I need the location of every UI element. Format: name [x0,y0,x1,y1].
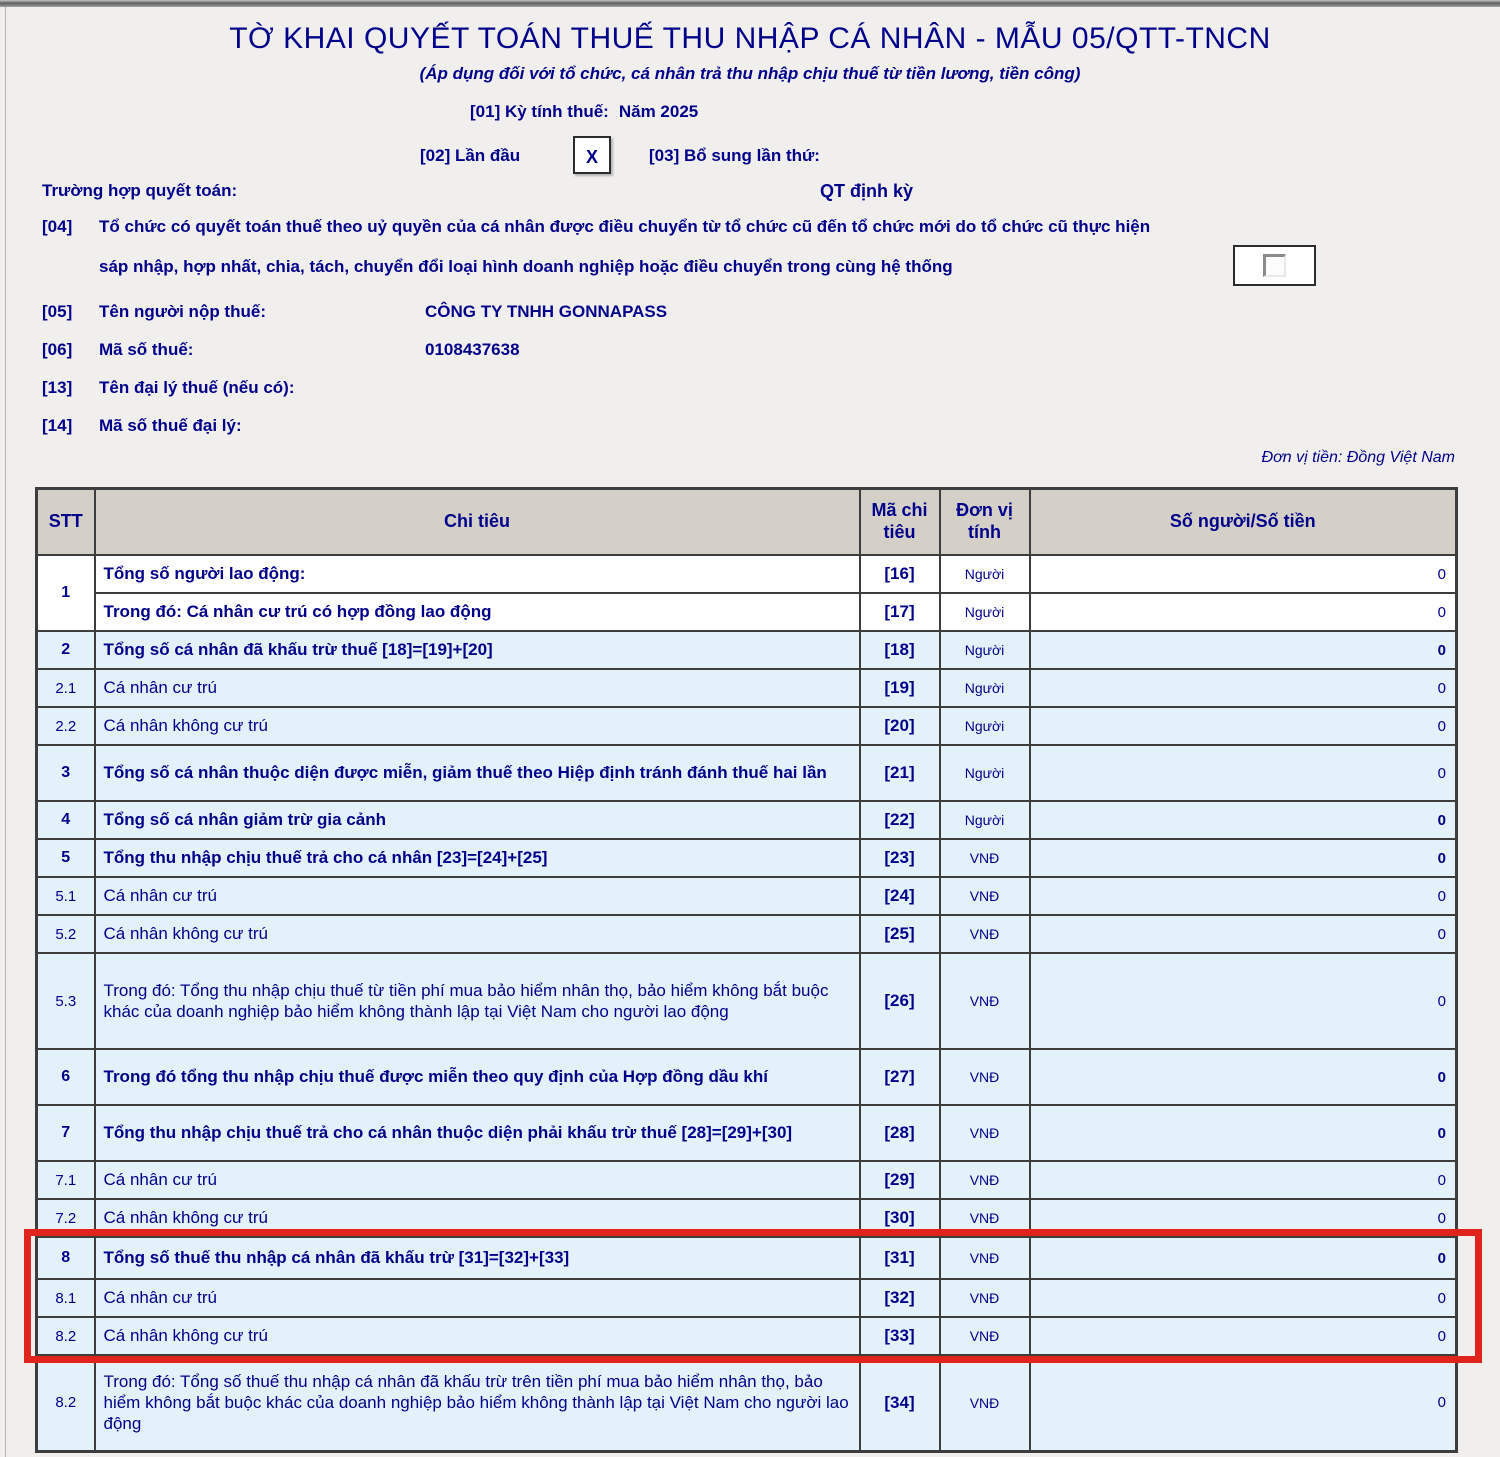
tax-period-value: Năm 2025 [618,102,699,121]
code-cell: [32] [860,1279,940,1317]
stt-cell: 5.1 [37,877,95,915]
table-header-row [37,489,1457,556]
code-cell: [25] [860,915,940,953]
amount-cell[interactable]: 0 [1030,1237,1457,1279]
table-row [37,839,1457,877]
field-code: [13] [42,378,73,397]
code-cell: [29] [860,1161,940,1199]
criteria-table [35,487,1458,1453]
window-top-edge [0,0,1500,7]
field-code: [05] [42,302,73,321]
field-label: Tên đại lý thuế (nếu có): [99,378,295,397]
unit-cell: VNĐ [940,953,1030,1049]
amount-cell[interactable]: 0 [1030,707,1457,745]
unit-cell: Người [940,745,1030,801]
code-cell: [30] [860,1199,940,1237]
unit-cell: Người [940,593,1030,631]
taxpayer-name-line [42,302,1452,322]
unit-cell: Người [940,801,1030,839]
table-row [37,1355,1457,1451]
code-cell: [21] [860,745,940,801]
criteria-cell: Tổng số thuế thu nhập cá nhân đã khấu trừ [31]=[32]+[33] [95,1237,860,1279]
criteria-cell: Cá nhân cư trú [95,1161,860,1199]
table-row [37,1199,1457,1237]
table-row [37,1049,1457,1105]
window-left-edge [5,7,6,1457]
table-row [37,1105,1457,1161]
amount-cell[interactable]: 0 [1030,1105,1457,1161]
amount-cell[interactable]: 0 [1030,669,1457,707]
stt-cell: 2.2 [37,707,95,745]
unit-cell: VNĐ [940,1105,1030,1161]
code-cell: [19] [860,669,940,707]
col-header-code: Mã chi tiêu [860,489,940,556]
code-cell: [23] [860,839,940,877]
code-cell: [24] [860,877,940,915]
stt-cell: 5.2 [37,915,95,953]
criteria-cell: Tổng số cá nhân giảm trừ gia cảnh [95,801,860,839]
code-cell: [27] [860,1049,940,1105]
code-cell: [20] [860,707,940,745]
tax-id-value[interactable]: 0108437638 [425,340,520,359]
item04-checkbox[interactable] [1233,245,1316,286]
unit-cell: Người [940,707,1030,745]
amount-cell[interactable]: 0 [1030,877,1457,915]
table-row-highlighted [37,1237,1457,1279]
table-row [37,877,1457,915]
unit-cell: VNĐ [940,839,1030,877]
col-header-unit: Đơn vị tính [940,489,1030,556]
code-cell: [26] [860,953,940,1049]
criteria-cell: Trong đó: Tổng thu nhập chịu thuế từ tiền phí mua bảo hiểm nhân thọ, bảo hiểm không bắt buộc khác của doanh nghiệp bảo hiểm không thành lập tại Việt Nam cho người lao động [95,953,860,1049]
table-row [37,669,1457,707]
table-row [37,745,1457,801]
field-code: [14] [42,416,73,435]
criteria-cell: Trong đó: Tổng số thuế thu nhập cá nhân đã khấu trừ trên tiền phí mua bảo hiểm nhân thọ, bảo hiểm không bắt buộc khác của doanh nghiệp bảo hiểm không thành lập tại Việt Nam cho người lao động [95,1355,860,1451]
stt-cell: 5 [37,839,95,877]
criteria-cell: Trong đó tổng thu nhập chịu thuế được miễn theo quy định của Hợp đồng dầu khí [95,1049,860,1105]
stt-cell: 8.1 [37,1279,95,1317]
amount-cell[interactable]: 0 [1030,1199,1457,1237]
table-row-highlighted [37,1317,1457,1355]
amount-cell[interactable]: 0 [1030,839,1457,877]
amount-cell[interactable]: 0 [1030,631,1457,669]
settlement-case-value: QT định kỳ [820,181,914,201]
field-label: Mã số thuế đại lý: [99,416,242,435]
field-label: Tên người nộp thuế: [99,302,266,321]
unit-cell: VNĐ [940,1049,1030,1105]
amount-cell[interactable]: 0 [1030,801,1457,839]
unit-cell: VNĐ [940,915,1030,953]
col-header-amount: Số người/Số tiền [1030,489,1457,556]
amount-cell[interactable]: 0 [1030,915,1457,953]
criteria-cell: Tổng số người lao động: [95,555,860,593]
table-row [37,631,1457,669]
criteria-cell: Cá nhân cư trú [95,1279,860,1317]
criteria-cell: Cá nhân cư trú [95,877,860,915]
table-row [37,555,1457,593]
stt-cell: 8.2 [37,1317,95,1355]
code-cell: [33] [860,1317,940,1355]
table-row [37,915,1457,953]
unit-cell: VNĐ [940,1199,1030,1237]
stt-cell: 2 [37,631,95,669]
table-row-highlighted [37,1279,1457,1317]
amount-cell[interactable]: 0 [1030,953,1457,1049]
stt-cell: 6 [37,1049,95,1105]
code-cell: [16] [860,555,940,593]
table-row [37,953,1457,1049]
first-time-label: [02] Lần đầu [420,146,521,165]
unit-cell: VNĐ [940,1161,1030,1199]
checkbox-inner [1263,254,1286,277]
criteria-cell: Tổng số cá nhân thuộc diện được miễn, giảm thuế theo Hiệp định tránh đánh thuế hai lần [95,745,860,801]
col-header-criteria: Chi tiêu [95,489,860,556]
stt-cell: 1 [37,555,95,631]
field-label: Mã số thuế: [99,340,194,359]
unit-cell: Người [940,669,1030,707]
criteria-cell: Tổng thu nhập chịu thuế trả cho cá nhân thuộc diện phải khấu trừ thuế [28]=[29]+[30] [95,1105,860,1161]
unit-cell: VNĐ [940,1237,1030,1279]
stt-cell: 4 [37,801,95,839]
tax-id-line [42,340,1452,360]
table-row [37,801,1457,839]
stt-cell: 7.2 [37,1199,95,1237]
first-time-checkbox[interactable]: X [573,136,611,174]
stt-cell: 8.2 [37,1355,95,1451]
supplement-label: [03] Bổ sung lần thứ: [649,146,820,165]
field-code: [06] [42,340,73,359]
item04-line1: [04] Tổ chức có quyết toán thuế theo uỷ quyền của cá nhân được điều chuyển từ tổ chức cũ đến tổ chức mới do tổ chức cũ thực hiện [42,217,1151,236]
tax-agent-id-line [42,416,1452,436]
amount-cell[interactable]: 0 [1030,1161,1457,1199]
code-cell: [17] [860,593,940,631]
stt-cell: 7.1 [37,1161,95,1199]
stt-cell: 7 [37,1105,95,1161]
criteria-cell: Cá nhân cư trú [95,669,860,707]
col-header-stt: STT [37,489,95,556]
criteria-cell: Cá nhân không cư trú [95,707,860,745]
amount-cell[interactable]: 0 [1030,1355,1457,1451]
table-row [37,593,1457,631]
unit-cell: Người [940,631,1030,669]
item04-line2: sáp nhập, hợp nhất, chia, tách, chuyển đổi loại hình doanh nghiệp hoặc điều chuyển trong cùng hệ thống [99,257,953,276]
code-cell: [22] [860,801,940,839]
form-subtitle: (Áp dụng đối với tổ chức, cá nhân trả thu nhập chịu thuế từ tiền lương, tiền công) [419,64,1081,83]
criteria-cell: Cá nhân không cư trú [95,1199,860,1237]
tax-period-label: [01] Kỳ tính thuế: [470,102,609,121]
unit-cell: VNĐ [940,1317,1030,1355]
item04-code: [04] [42,217,73,236]
table-row [37,1161,1457,1199]
amount-cell[interactable]: 0 [1030,745,1457,801]
unit-cell: VNĐ [940,877,1030,915]
stt-cell: 2.1 [37,669,95,707]
taxpayer-name-value[interactable]: CÔNG TY TNHH GONNAPASS [425,302,668,321]
criteria-cell: Cá nhân không cư trú [95,915,860,953]
code-cell: [34] [860,1355,940,1451]
form-title: TỜ KHAI QUYẾT TOÁN THUẾ THU NHẬP CÁ NHÂN - MẪU 05/QTT-TNCN [229,22,1271,55]
tax-agent-name-line [42,378,1452,398]
unit-cell: VNĐ [940,1355,1030,1451]
stt-cell: 8 [37,1237,95,1279]
code-cell: [18] [860,631,940,669]
stt-cell: 5.3 [37,953,95,1049]
code-cell: [28] [860,1105,940,1161]
unit-cell: Người [940,555,1030,593]
currency-unit-note: Đơn vị tiền: Đồng Việt Nam [1261,449,1455,466]
criteria-cell: Cá nhân không cư trú [95,1317,860,1355]
amount-cell[interactable]: 0 [1030,1279,1457,1317]
criteria-cell: Tổng số cá nhân đã khấu trừ thuế [18]=[19]+[20] [95,631,860,669]
amount-cell[interactable]: 0 [1030,1317,1457,1355]
settlement-case-label: Trường hợp quyết toán: [42,181,238,200]
tax-period-line [470,102,698,122]
amount-cell[interactable]: 0 [1030,1049,1457,1105]
table-row [37,707,1457,745]
unit-cell: VNĐ [940,1279,1030,1317]
code-cell: [31] [860,1237,940,1279]
criteria-cell: Tổng thu nhập chịu thuế trả cho cá nhân [23]=[24]+[25] [95,839,860,877]
amount-cell[interactable]: 0 [1030,593,1457,631]
stt-cell: 3 [37,745,95,801]
criteria-cell: Trong đó: Cá nhân cư trú có hợp đồng lao động [95,593,860,631]
amount-cell[interactable]: 0 [1030,555,1457,593]
